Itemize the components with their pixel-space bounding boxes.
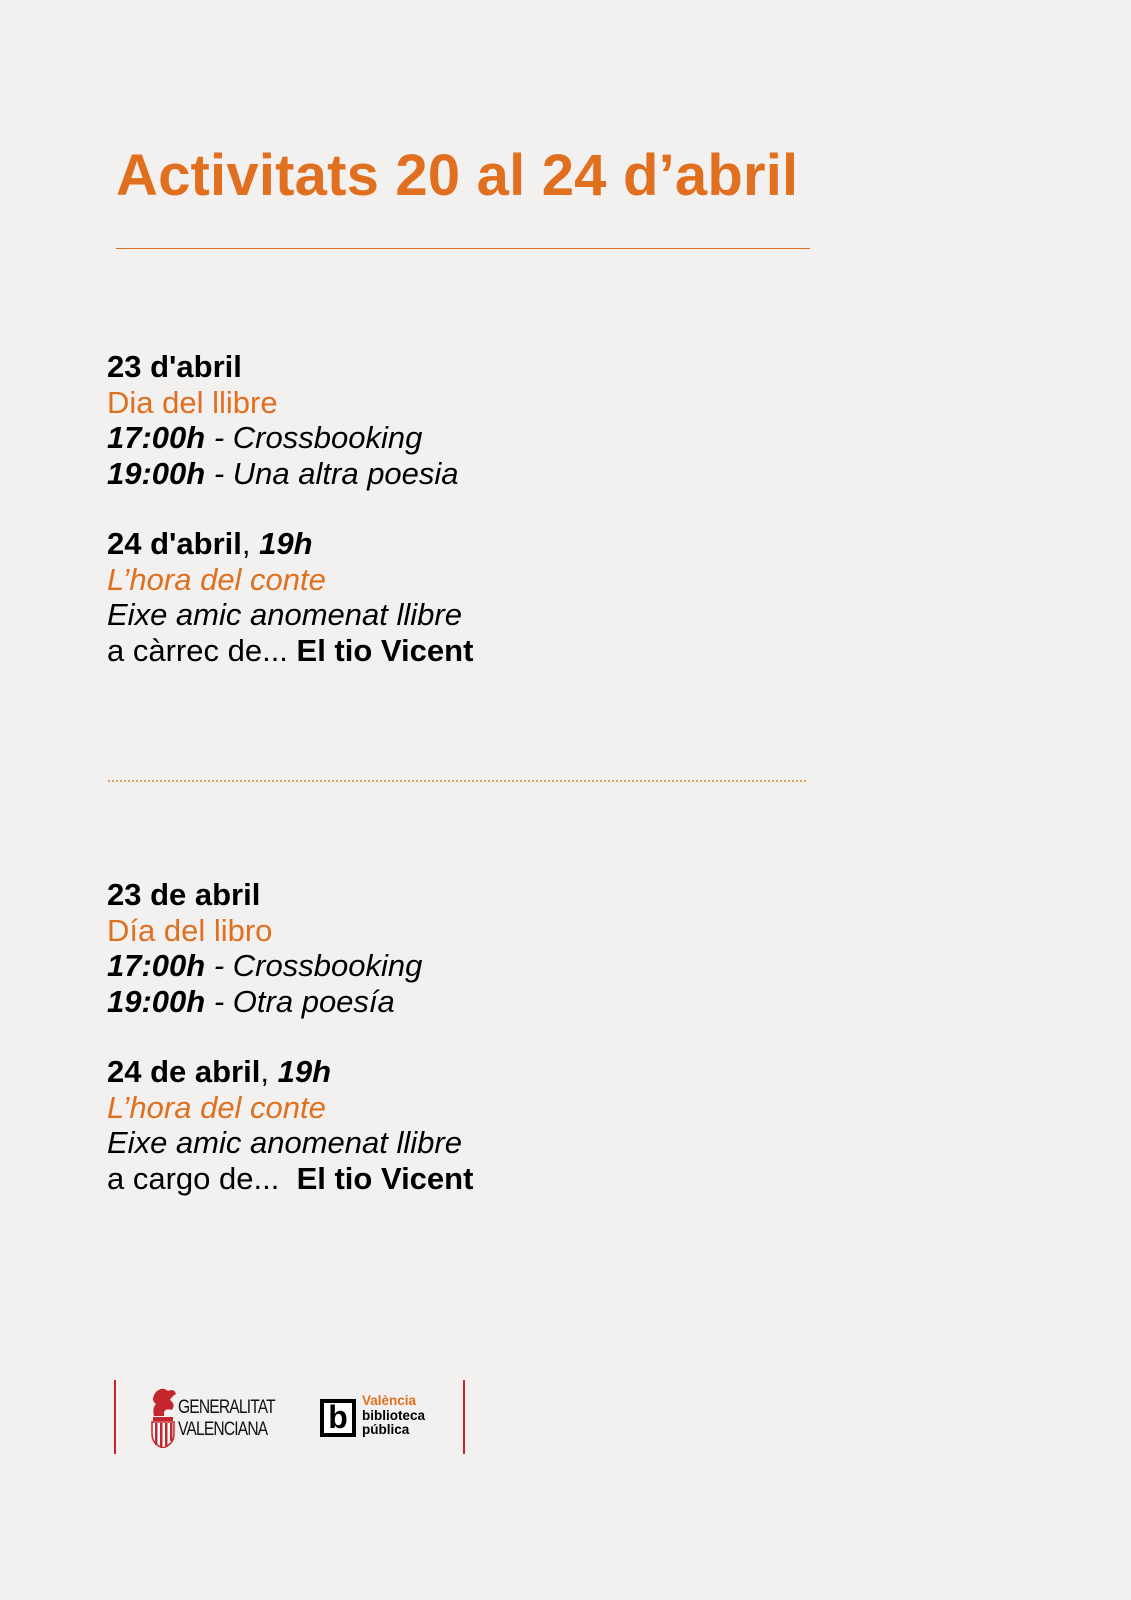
schedule-time: 17:00h: [107, 420, 206, 455]
library-line3: pública: [362, 1422, 410, 1437]
schedule-time: 19:00h: [107, 455, 206, 491]
event-date: 24 d'abril: [107, 526, 242, 561]
schedule-separator: -: [205, 420, 233, 455]
event-name: Dia del llibre: [107, 384, 278, 420]
footer-logos: [114, 1380, 466, 1454]
event-date-line: [107, 526, 473, 562]
schedule-item: [107, 984, 473, 1020]
generalitat-line2: VALENCIANA: [178, 1419, 268, 1440]
event-series: L’hora del conte: [107, 1089, 326, 1125]
schedule-activity: Crossbooking: [232, 948, 423, 983]
generalitat-emblem-icon: [148, 1386, 180, 1448]
schedule-time: 19:00h: [107, 983, 206, 1019]
date-comma: ,: [260, 1054, 278, 1089]
logo-bar-left: [114, 1380, 116, 1454]
library-city: València: [362, 1393, 417, 1408]
section-divider: [108, 780, 806, 782]
library-wordmark: [362, 1394, 425, 1438]
event-date: 23 de abril: [107, 877, 261, 912]
event-host-line: [107, 1161, 473, 1197]
event-name: Día del libro: [107, 912, 273, 948]
schedule-separator: -: [205, 983, 233, 1019]
event-date: 23 d'abril: [107, 349, 242, 384]
event-date-line: [107, 1054, 473, 1090]
schedule-item: [107, 948, 473, 984]
event-time: 19h: [259, 526, 313, 561]
date-comma: ,: [241, 526, 260, 561]
schedule-activity: Otra poesía: [232, 983, 395, 1019]
schedule-item: [107, 420, 473, 456]
page-title: Activitats 20 al 24 d’abril: [116, 143, 799, 208]
host-name: El tio Vicent: [296, 632, 474, 668]
valencian-events: [107, 349, 473, 668]
schedule-activity: Una altra poesia: [232, 455, 459, 491]
schedule-time: 17:00h: [107, 948, 206, 983]
spanish-events: [107, 877, 473, 1196]
library-line2: biblioteca: [362, 1407, 426, 1423]
library-logo-icon: b: [320, 1399, 356, 1437]
generalitat-line1: GENERALITAT: [178, 1397, 275, 1418]
host-prefix: a cargo de...: [107, 1160, 297, 1196]
event-series: L’hora del conte: [107, 561, 326, 597]
generalitat-wordmark: [178, 1397, 275, 1441]
logo-bar-right: [463, 1380, 465, 1454]
host-name: El tio Vicent: [296, 1160, 474, 1196]
title-divider: [116, 248, 810, 249]
event-date: 24 de abril: [107, 1054, 261, 1089]
schedule-separator: -: [205, 948, 233, 983]
event-story: Eixe amic anomenat llibre: [107, 1125, 462, 1160]
schedule-separator: -: [205, 455, 233, 491]
schedule-activity: Crossbooking: [232, 420, 423, 455]
event-host-line: [107, 633, 473, 669]
schedule-item: [107, 456, 473, 492]
event-time: 19h: [277, 1054, 332, 1089]
event-story: Eixe amic anomenat llibre: [107, 597, 462, 632]
host-prefix: a càrrec de...: [107, 632, 297, 668]
